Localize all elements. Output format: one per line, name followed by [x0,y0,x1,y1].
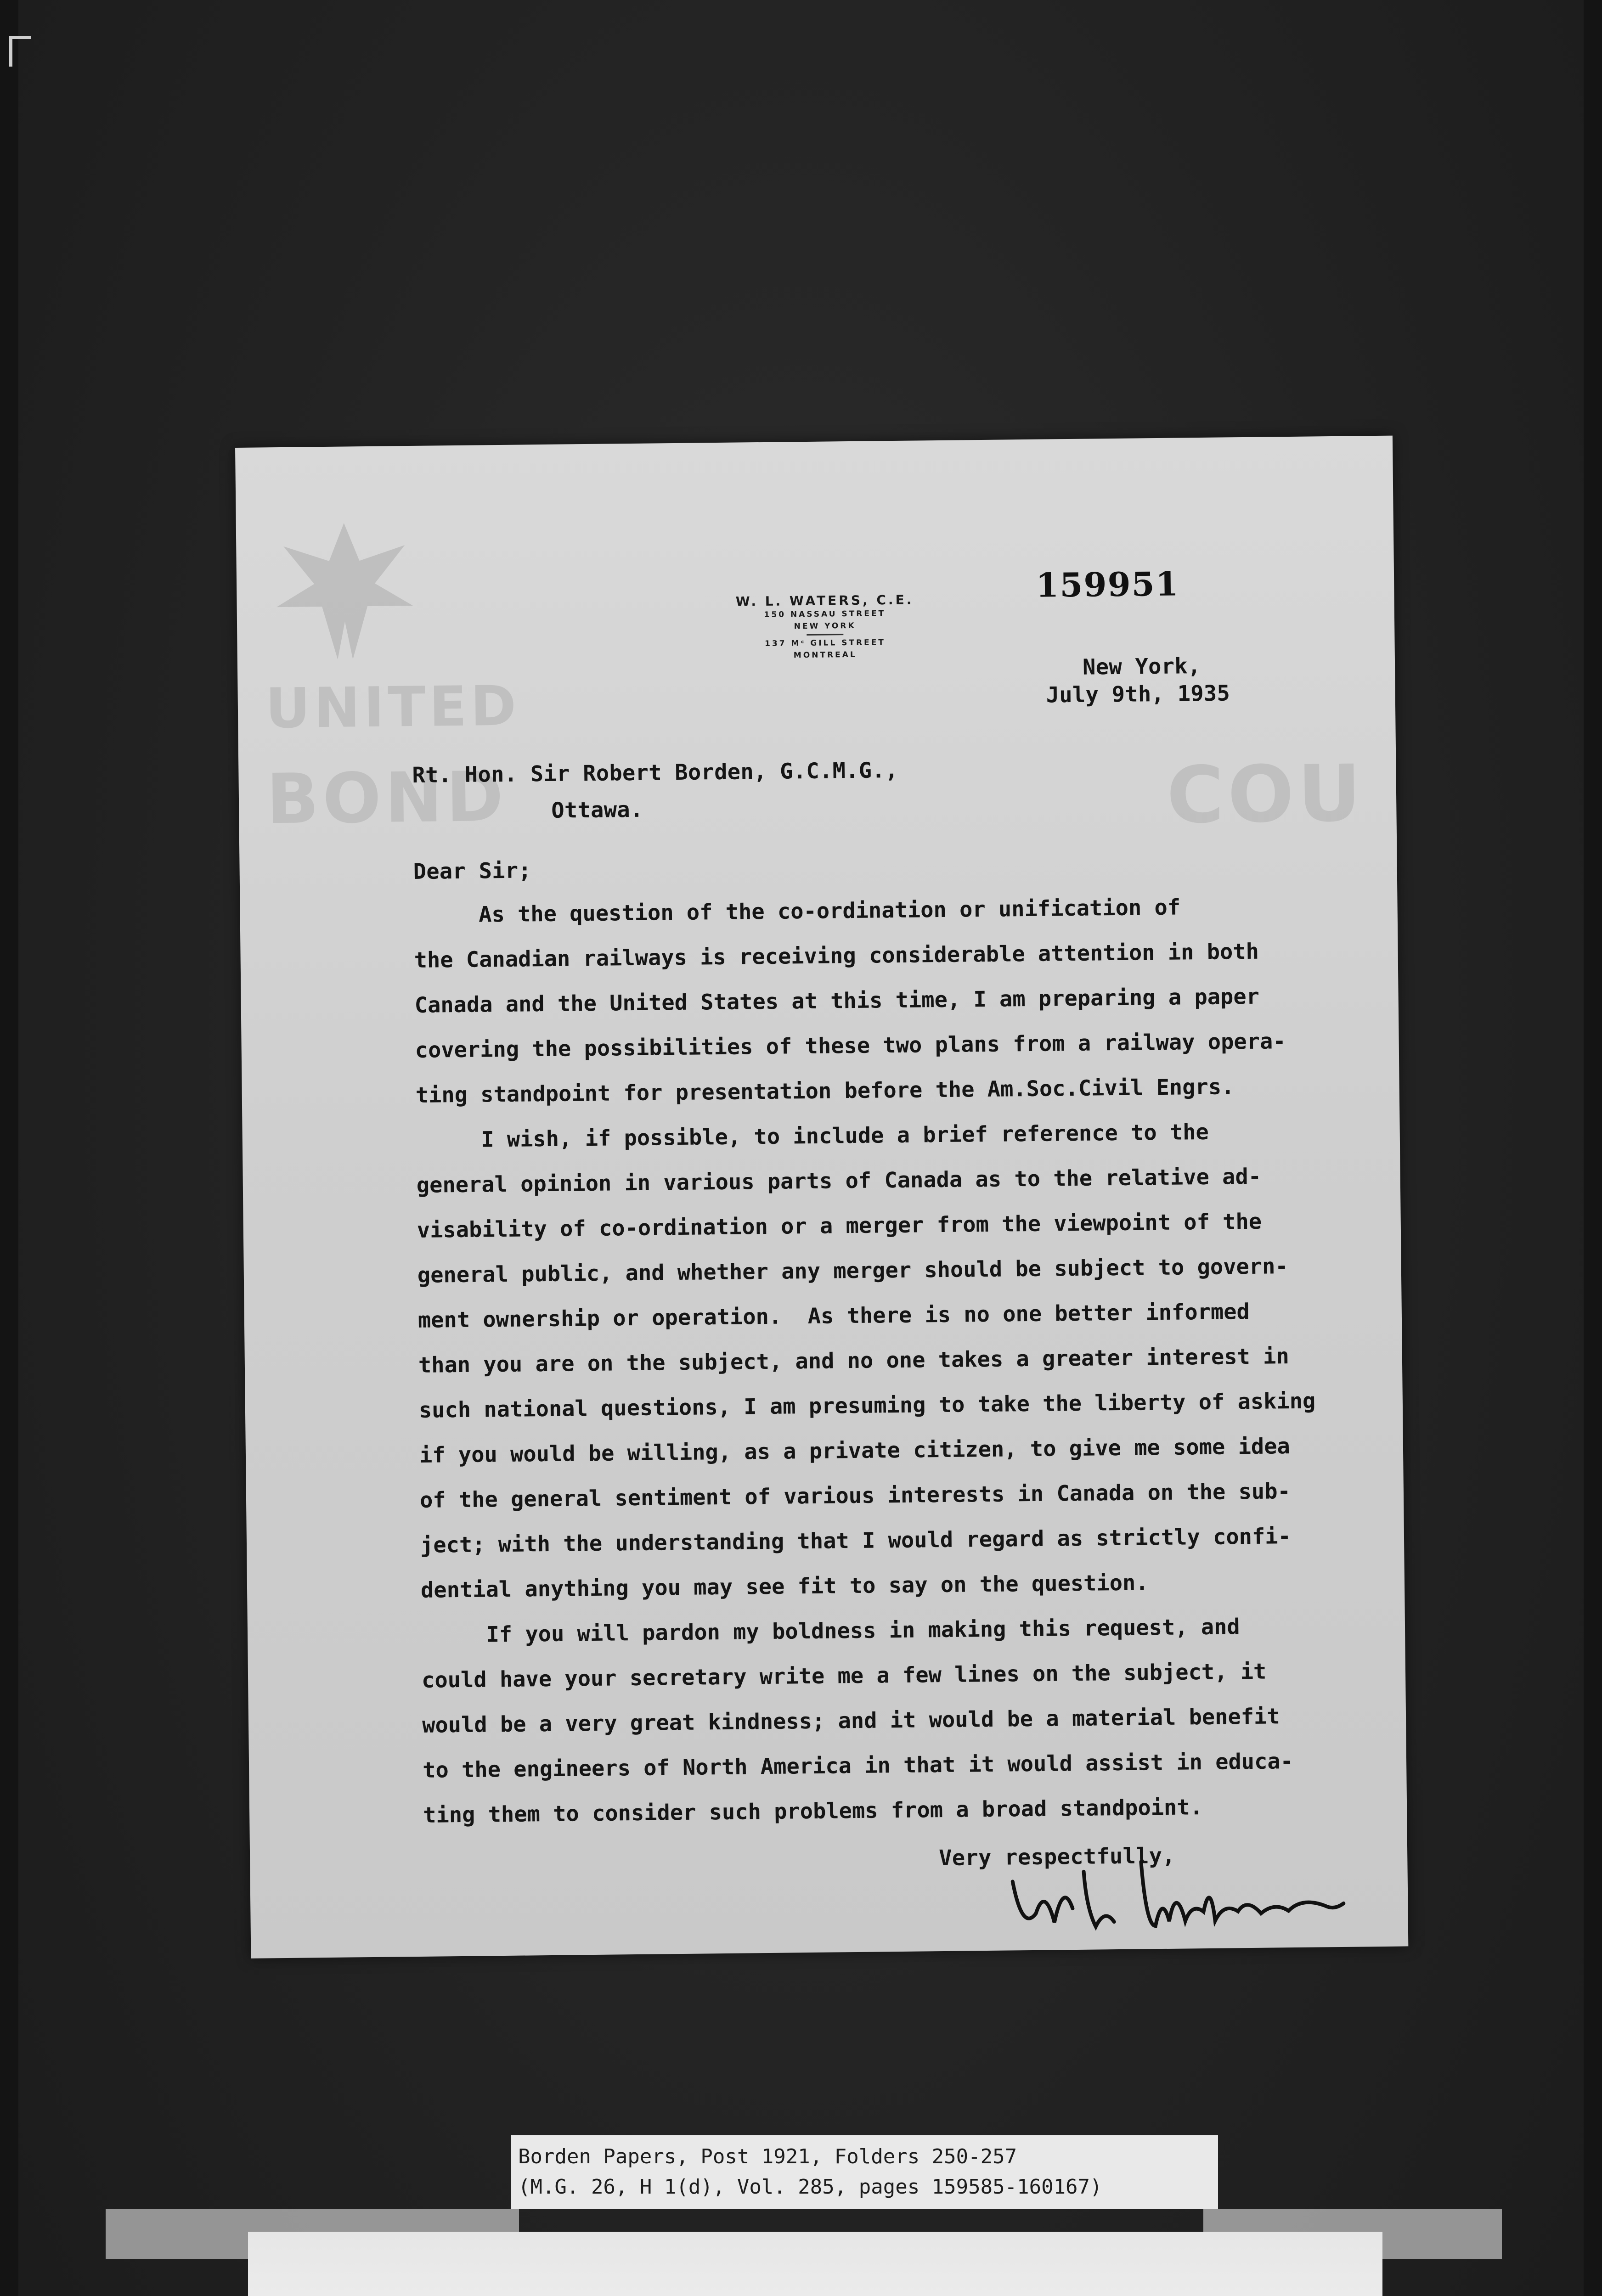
letterhead-rule [807,634,843,636]
body-line: ting standpoint for presentation before the Am.Soc.Civil Engrs. [415,1074,1235,1108]
recipient-city: Ottawa. [551,797,643,823]
body-line: if you would be willing, as a private citizen, to give me some idea [419,1434,1291,1468]
body-line: could have your secretary write me a few lines on the subject, it [421,1659,1267,1693]
watermark-right: COU [1166,748,1365,841]
salutation: Dear Sir; [413,858,532,884]
body-line: dential anything you may see fit to say on the question. [420,1570,1149,1603]
letterhead-mtl-street: 137 Mᶜ GILL STREET [764,638,886,648]
reference-line-1: Borden Papers, Post 1921, Folders 250-257 [518,2145,1017,2168]
watermark-left-1: UNITED [265,674,520,741]
archives-stamp-card [248,2232,1382,2296]
body-line: than you are on the subject, and no one takes a greater interest in [418,1344,1289,1378]
reference-label [511,2135,1218,2209]
letter-sheet [235,436,1408,1958]
film-edge-left [0,0,18,2296]
document-number: 159951 [1035,564,1180,605]
body-line: ting them to consider such problems from a broad standpoint. [423,1795,1203,1828]
body-line: I wish, if possible, to include a brief reference to the [416,1119,1209,1153]
body-line: ment ownership or operation. As there is no one better informed [417,1299,1250,1333]
film-edge-right [1584,0,1602,2296]
body-line: would be a very great kindness; and it would be a material benefit [422,1704,1280,1738]
body-line: ject; with the understanding that I would regard as strictly confi- [420,1524,1292,1558]
body-line: covering the possibilities of these two plans from a railway opera- [415,1029,1286,1063]
letterhead-mtl-city: MONTREAL [793,650,857,660]
body-line: visability of co-ordination or a merger from the viewpoint of the [417,1209,1262,1243]
letterhead-ny-city: NEW YORK [794,621,856,631]
letterhead-name: W. L. WATERS, C.E. [735,592,914,609]
body-line: general public, and whether any merger should be subject to govern- [417,1254,1288,1288]
body-line: the Canadian railways is receiving considerable attention in both [414,939,1259,973]
closing: Very respectfully, [938,1843,1176,1871]
letter-date: July 9th, 1935 [1046,681,1230,708]
letterhead-ny-street: 150 NASSAU STREET [764,609,886,619]
handwritten-signature [1003,1851,1353,1946]
letterhead [705,592,945,662]
body-line: Canada and the United States at this time, I am preparing a paper [414,984,1260,1018]
body-line: general opinion in various parts of Canada as to the relative ad- [416,1164,1262,1198]
body-line: such national questions, I am presuming to take the liberty of asking [418,1388,1316,1423]
watermark-left-2: BOND [266,757,508,840]
body-line: to the engineers of North America in that it would assist in educa- [422,1749,1294,1783]
letter-place: New York, [1082,653,1201,680]
recipient-name: Rt. Hon. Sir Robert Borden, G.C.M.G., [412,757,898,788]
frame-corner-mark [9,36,31,67]
body-line: of the general sentiment of various interests in Canada on the sub- [419,1479,1291,1513]
eagle-watermark-icon [268,515,421,668]
body-line: If you will pardon my boldness in making this request, and [421,1614,1240,1648]
body-line: As the question of the co-ordination or unification of [413,895,1181,928]
reference-line-2: (M.G. 26, H 1(d), Vol. 285, pages 159585-160167) [518,2175,1102,2199]
